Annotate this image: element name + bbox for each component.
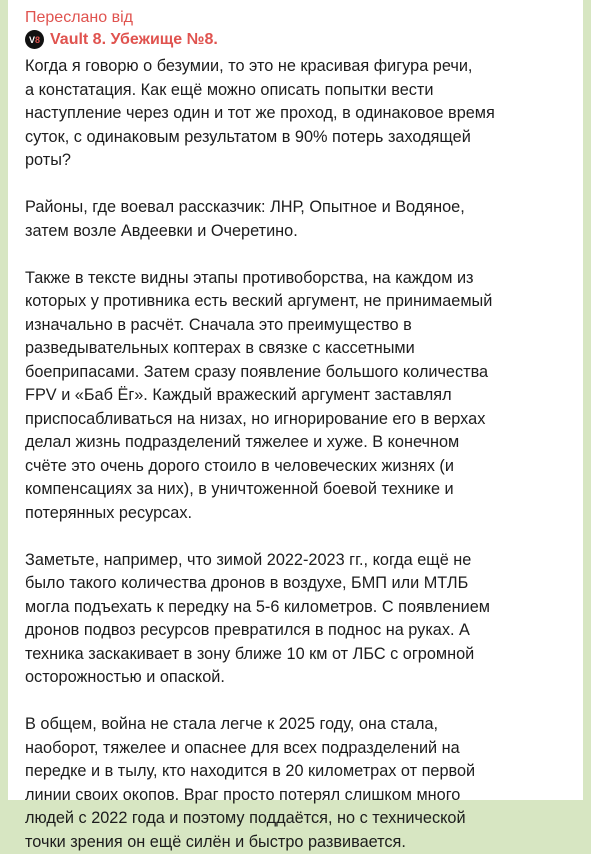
avatar-digit: 8 xyxy=(35,34,41,45)
paragraph-2: Районы, где воевал рассказчик: ЛНР, Опытное и Водяное, затем возле Авдеевки и Очеретино. xyxy=(25,198,465,240)
paragraph-3: Также в тексте видны этапы противоборства, на каждом из которых у противника есть веский аргумент, не принимаемый изначально в расчёт. Сначала это преимущество в разведывательных коптерах в связке с кассетными боеприпасами. Затем сразу появление большого количества FPV и «Баб Ёг». Каждый вражеский аргумент заставлял приспосабливаться на низах, но игнорирование его в верхах делал жизнь подразделений тяжелее и хуже. В конечном счёте это очень дорого стоило в человеческих жизнях (и компенсациях за них), в уничтоженной боевой технике и потерянных ресурсах. xyxy=(25,268,493,522)
message-text xyxy=(25,55,571,854)
message-bubble[interactable] xyxy=(8,0,583,851)
forwarded-from-label: Переслано від xyxy=(25,9,133,26)
paragraph-4: Заметьте, например, что зимой 2022-2023 гг., когда ещё не было такого количества дронов в воздухе, БМП или МТЛБ могла подъехать к передку на 5-6 километров. С появлением дронов подвоз ресурсов превратился в поднос на руках. А техника заскакивает в зону ближе 10 км от ЛБС с огромной осторожностью и опаской. xyxy=(25,550,490,686)
paragraph-5: В общем, война не стала легче к 2025 году, она стала, наоборот, тяжелее и опаснее для всех подразделений на передке и в тылу, кто находится в 20 километрах от первой линии своих окопов. Враг просто потерял слишком много людей с 2022 года и поэтому поддаётся, но с технической точки зрения он ещё силён и быстро развивается. xyxy=(25,715,476,851)
avatar-letter: V xyxy=(28,34,35,45)
channel-name-link[interactable]: Vault 8. Убежище №8. xyxy=(50,30,218,48)
forward-source[interactable] xyxy=(25,29,571,50)
paragraph-1: Когда я говорю о безумии, то это не красивая фигура речи, а констатация. Как ещё можно описать попытки вести наступление через один и тот же проход, в одинаковое время суток, с одинаковым результатом в 90% потерь заходящей роты? xyxy=(25,57,495,169)
channel-avatar[interactable] xyxy=(25,30,44,49)
